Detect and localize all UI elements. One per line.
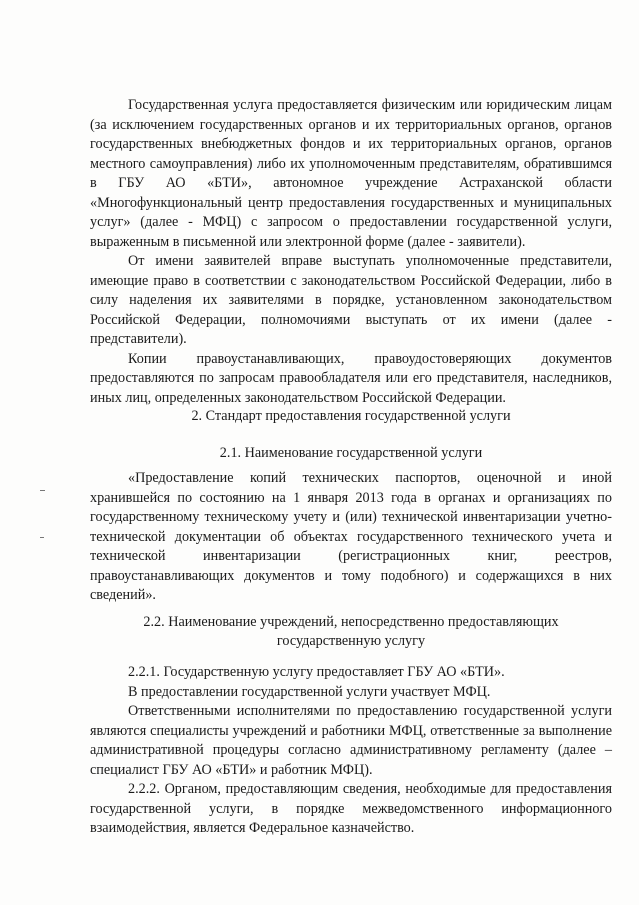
scan-mark [40, 537, 44, 538]
section-2-2-title-line1: 2.2. Наименование учреждений, непосредственно предоставляющих [143, 614, 559, 630]
paragraph-responsible-executors: Ответственными исполнителями по предоставлению государственной услуги являются специалисты учреждений и работники МФЦ, ответственные за выполнение административной процедуры согласно административному регламенту (далее – специалист ГБУ АО «БТИ» и работник МФЦ). [90, 703, 612, 778]
section-2-1-title: 2.1. Наименование государственной услуги [219, 445, 483, 461]
section-2-1-body [90, 469, 612, 606]
scan-mark [40, 490, 45, 491]
paragraph-2-2-2: 2.2.2. Органом, предоставляющим сведения, необходимые для предоставления государственной услуги, в порядке межведомственного информационного взаимодействия, является Федеральное казначейство. [90, 781, 612, 836]
paragraph-representatives: От имени заявителей вправе выступать уполномоченные представители, имеющие право в соответствии с законодательством Российской Федерации, либо в силу наделения их заявителями в порядке, установленном законодательством Российской Федерации, полномочиями выступать от их имени (далее - представители). [90, 253, 612, 347]
intro-text [90, 96, 612, 408]
paragraph-applicants: Государственная услуга предоставляется физическим или юридическим лицам (за исключением государственных органов и их территориальных органов, органов государственных внебюджетных фондов и их территориальных органов, органов местного самоуправления) либо их уполномоченным представителям, обратившимся в ГБУ АО «БТИ», автономное учреждение Астраханской области «Многофункциональный центр предоставления государственных и муниципальных услуг» (далее - МФЦ) с запросом о предоставлении государственной услуги, выраженным в письменной или электронной форме (далее - заявители). [90, 97, 612, 250]
section-2-2-title-line2: государственную услугу [276, 633, 426, 649]
paragraph-copies: Копии правоустанавливающих, правоудостоверяющих документов предоставляются по запросам правообладателя или его представителя, наследников, иных лиц, определенных законодательством Российской Федерации. [90, 350, 612, 406]
paragraph-service-name: «Предоставление копий технических паспортов, оценочной и иной хранившейся по состоянию на 1 января 2013 года в органах и организациях по государственному техническому учету и (или) технической инвентаризации учетно-технической документации об объектах государственного технического учета и технической инвентаризации (регистрационных книг, реестров, правоустанавливающих документов и тому подобного) и содержащихся в них сведений». [90, 470, 612, 603]
paragraph-mfc-participation: В предоставлении государственной услуги участвует МФЦ. [128, 683, 491, 700]
section-2-2-body [90, 663, 612, 839]
section-2-title: 2. Стандарт предоставления государственной услуги [191, 408, 511, 424]
paragraph-2-2-1: 2.2.1. Государственную услугу предоставляет ГБУ АО «БТИ». [128, 664, 505, 680]
